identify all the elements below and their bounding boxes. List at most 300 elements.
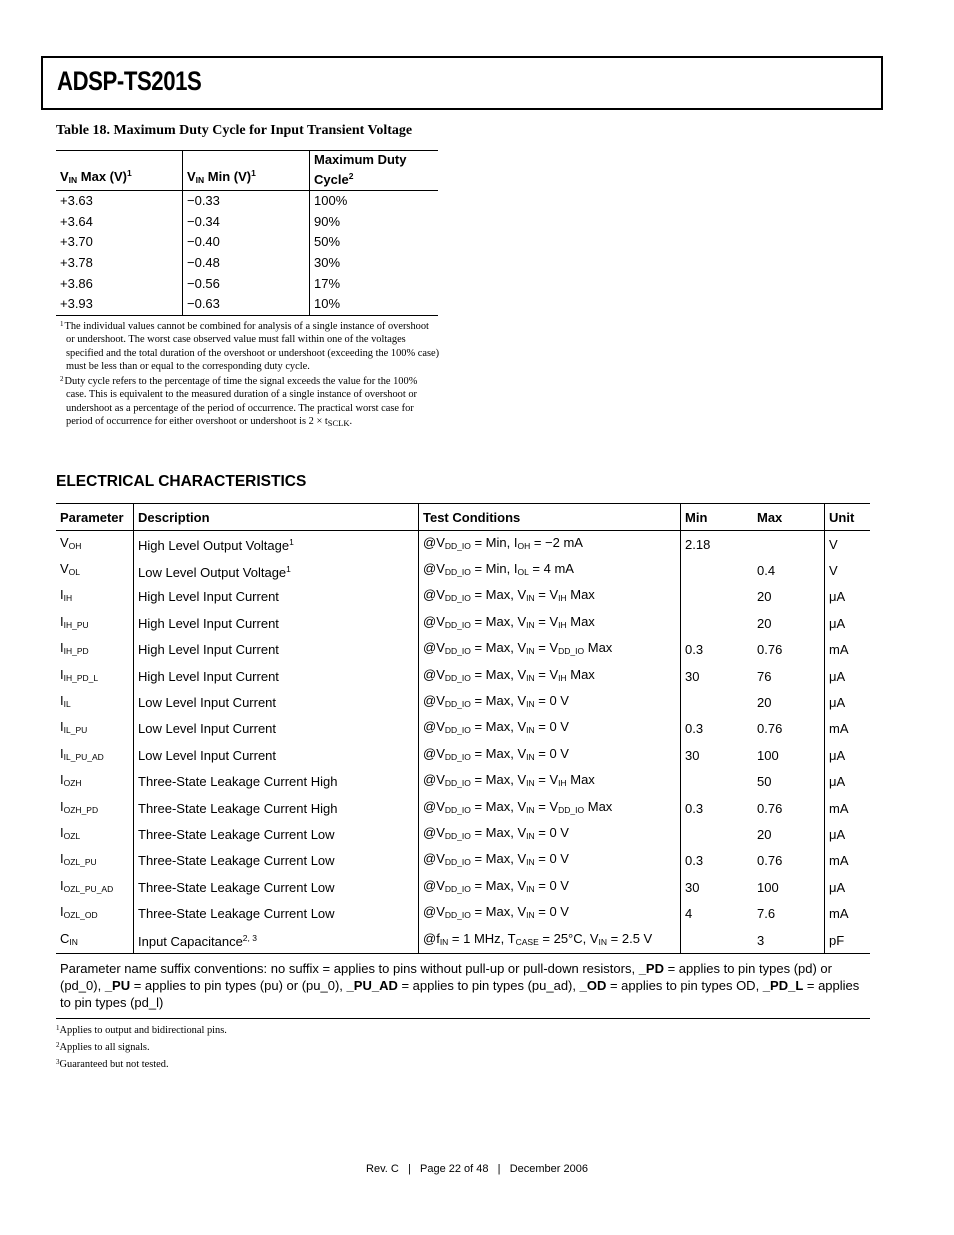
cell-min: 30	[685, 668, 700, 684]
cell-test-conditions	[419, 610, 681, 636]
condition-fragment: = 0 V	[534, 877, 569, 893]
cell-parameter	[56, 927, 134, 954]
cell-max: 100	[753, 874, 825, 900]
footnote: $^1$Applies to output and bidirectional pins.	[56, 1024, 227, 1036]
cell-unit: μA	[829, 879, 846, 895]
cell-min	[681, 610, 754, 636]
cell-test-conditions	[419, 742, 681, 768]
cell-unit: mA	[829, 721, 849, 737]
cell-duty-cycle: 100%	[314, 193, 348, 209]
condition-fragment: @V	[423, 745, 445, 761]
description-text: Three-State Leakage Current High	[138, 800, 338, 816]
condition-fragment: IN	[598, 936, 608, 947]
condition-fragment: @V	[423, 824, 445, 840]
cell-min: 30	[685, 747, 700, 763]
cell-min	[681, 927, 754, 954]
cell-unit: μA	[829, 826, 846, 842]
condition-fragment: @V	[423, 640, 445, 656]
cell-parameter	[56, 742, 134, 768]
cell-max: 20	[753, 610, 825, 636]
cell-min: 4	[685, 906, 693, 922]
cell-duty-cycle: 30%	[314, 255, 341, 271]
condition-fragment: IN	[526, 619, 535, 630]
cell-min: 0.3	[685, 800, 704, 816]
table-row	[56, 212, 438, 233]
cell-description	[134, 769, 419, 795]
header-min: Min	[681, 504, 754, 531]
cell-duty-cycle: 17%	[314, 275, 341, 291]
cell-unit: mA	[829, 800, 849, 816]
cell-unit: μA	[829, 747, 846, 763]
condition-fragment: IN	[526, 804, 535, 815]
table-row	[56, 769, 870, 795]
cell-vin-max: +3.86	[56, 273, 183, 294]
footnote-ref: 1	[286, 563, 291, 574]
cell-max: 0.76	[753, 716, 825, 742]
cell-max: 76	[753, 663, 825, 689]
condition-fragment: = 1 MHz, T	[448, 930, 516, 946]
condition-fragment: DD_IO	[444, 567, 471, 578]
cell-description	[134, 610, 419, 636]
cell-test-conditions	[419, 848, 681, 874]
note-fragment: Parameter name suffix conventions: no suffix = applies to pins without pull-up or pull-down resistors,	[60, 961, 639, 977]
description-text: High Level Input Current	[138, 642, 279, 658]
condition-fragment: DD_IO	[444, 804, 471, 815]
description-text: Three-State Leakage Current Low	[138, 826, 335, 842]
condition-fragment: = 0 V	[534, 851, 569, 867]
condition-fragment: DD_IO	[444, 672, 471, 683]
condition-fragment: DD_IO	[444, 619, 471, 630]
condition-fragment: IN	[526, 593, 535, 604]
description-text: High Level Input Current	[138, 615, 279, 631]
condition-fragment: @V	[423, 798, 445, 814]
cell-parameter	[56, 584, 134, 610]
table-row	[56, 273, 438, 294]
cell-test-conditions	[419, 795, 681, 821]
cell-duty-cycle: 10%	[310, 294, 439, 315]
description-text: Low Level Input Current	[138, 695, 277, 711]
note-fragment: _PD_L	[762, 978, 804, 994]
note-fragment: _OD	[579, 978, 607, 994]
header-description: Description	[134, 504, 419, 531]
condition-fragment: = 0 V	[534, 745, 569, 761]
cell-description	[134, 874, 419, 900]
cell-test-conditions	[419, 716, 681, 742]
header-max-duty: Maximum Duty Cycle$^2$	[310, 151, 439, 191]
condition-fragment: DD_IO	[558, 804, 585, 815]
parameter-symbol: I	[60, 640, 64, 656]
cell-test-conditions	[419, 531, 681, 558]
parameter-symbol: I	[60, 719, 64, 735]
cell-min	[681, 584, 754, 610]
condition-fragment: @V	[423, 587, 445, 603]
cell-min: 0.3	[685, 853, 704, 869]
note-fragment: = applies to pin types OD,	[606, 978, 763, 994]
condition-fragment: = V	[534, 772, 559, 788]
condition-fragment: DD_IO	[444, 883, 471, 894]
condition-fragment: = 25°C, V	[538, 930, 599, 946]
condition-fragment: IH	[558, 593, 567, 604]
table-row	[56, 663, 870, 689]
condition-fragment: DD_IO	[444, 830, 471, 841]
condition-fragment: IN	[526, 910, 535, 921]
condition-fragment: = Min, I	[470, 561, 518, 577]
duty-cycle-table	[56, 150, 438, 316]
cell-unit: mA	[829, 642, 849, 658]
cell-test-conditions	[419, 557, 681, 583]
description-text: High Level Output Voltage	[138, 538, 290, 554]
condition-fragment: = 2.5 V	[607, 930, 653, 946]
note-fragment: = applies to pin types (pd) or (pd_0),	[60, 961, 832, 994]
cell-parameter	[56, 795, 134, 821]
condition-fragment: DD_IO	[444, 540, 471, 551]
condition-fragment: CASE	[515, 936, 539, 947]
condition-fragment: @V	[423, 772, 445, 788]
table-row	[56, 557, 870, 583]
note-fragment: = applies to pin types (pu_ad),	[397, 978, 580, 994]
table-row	[56, 232, 438, 253]
note-fragment: _PU	[104, 978, 131, 994]
cell-min	[681, 557, 754, 583]
cell-vin-min: −0.48	[183, 253, 310, 274]
condition-fragment: @V	[423, 851, 445, 867]
parameter-subscript: OZL_PU_AD	[63, 883, 114, 894]
cell-test-conditions	[419, 900, 681, 926]
cell-unit: μA	[829, 695, 846, 711]
note-fragment: = applies to pin types (pd_l)	[60, 978, 860, 1011]
parameter-subscript: IL	[63, 699, 71, 710]
condition-fragment: @V	[423, 666, 445, 682]
condition-fragment: IH	[558, 778, 567, 789]
parameter-symbol: V	[60, 561, 69, 577]
cell-description	[134, 716, 419, 742]
cell-test-conditions	[419, 769, 681, 795]
parameter-symbol: I	[60, 666, 64, 682]
parameter-symbol: I	[60, 587, 64, 603]
description-text: Three-State Leakage Current Low	[138, 906, 335, 922]
table-row	[56, 253, 438, 274]
cell-parameter	[56, 531, 134, 558]
condition-fragment: = Max, V	[470, 772, 527, 788]
parameter-subscript: OZH	[63, 778, 82, 789]
page-title: ADSP-TS201S	[57, 66, 202, 96]
table-row	[56, 584, 870, 610]
cell-test-conditions	[419, 584, 681, 610]
description-text: High Level Input Current	[138, 589, 279, 605]
header-test-conditions: Test Conditions	[419, 504, 681, 531]
parameter-subscript: IH	[63, 593, 73, 604]
page-footer: Rev. C | Page 22 of 48 | December 2006	[366, 1163, 588, 1175]
parameter-subscript: IH_PD	[63, 646, 89, 657]
electrical-notes	[56, 1021, 227, 1073]
cell-description	[134, 742, 419, 768]
condition-fragment: IH	[558, 672, 567, 683]
cell-parameter	[56, 716, 134, 742]
note-fragment: _PD	[638, 961, 664, 977]
parameter-symbol: V	[60, 534, 69, 550]
condition-fragment: = 0 V	[534, 904, 569, 920]
note-fragment: = applies to pin types (pu) or (pu_0),	[130, 978, 347, 994]
parameter-subscript: OZH_PD	[63, 804, 99, 815]
table-row	[56, 637, 870, 663]
cell-max: 0.76	[753, 795, 825, 821]
condition-fragment: = V	[534, 587, 559, 603]
cell-vin-min: −0.63	[183, 294, 310, 315]
header-parameter: Parameter	[56, 504, 134, 531]
parameter-symbol: I	[60, 851, 64, 867]
condition-fragment: = −2 mA	[530, 534, 583, 550]
cell-test-conditions	[419, 637, 681, 663]
condition-fragment: @V	[423, 904, 445, 920]
table-row	[56, 900, 870, 926]
suffix-note	[56, 954, 870, 1019]
condition-fragment: = Max, V	[470, 877, 527, 893]
condition-fragment: DD_IO	[444, 778, 471, 789]
condition-fragment: = 0 V	[534, 824, 569, 840]
cell-max: 0.76	[753, 848, 825, 874]
cell-description	[134, 531, 419, 558]
parameter-symbol: I	[60, 745, 64, 761]
cell-unit: pF	[825, 927, 871, 954]
cell-vin-min: −0.33	[183, 191, 310, 212]
cell-test-conditions	[419, 689, 681, 715]
cell-min: 0.3	[685, 721, 704, 737]
description-text: Low Level Input Current	[138, 721, 277, 737]
condition-fragment: = V	[534, 613, 559, 629]
cell-parameter	[56, 821, 134, 847]
condition-fragment: Max	[566, 772, 595, 788]
cell-max: 0.76	[753, 637, 825, 663]
condition-fragment: IN	[526, 672, 535, 683]
condition-fragment: Max	[566, 613, 595, 629]
condition-fragment: DD_IO	[558, 646, 585, 657]
header-max: Max	[753, 504, 825, 531]
cell-duty-cycle: 90%	[314, 213, 341, 229]
condition-fragment: DD_IO	[444, 857, 471, 868]
condition-fragment: = 0 V	[534, 719, 569, 735]
parameter-subscript: OH	[68, 540, 82, 551]
header-vin-min: $V_{IN}$ Min $(V)^1$	[183, 151, 310, 191]
condition-fragment: Max	[584, 798, 613, 814]
condition-fragment: = Max, V	[470, 904, 527, 920]
footnote: $^1$The individual values cannot be combined for analysis of a single instance of overshoot or undershoot. The worst case observed value must fall within one of the voltages specified and the total duration of the overshoot or undershoot (exceeding the 100% case) must be less than or equal to the corresponding duty cycle.	[60, 320, 440, 372]
description-text: Low Level Input Current	[138, 747, 277, 763]
cell-min	[681, 689, 754, 715]
table-row	[56, 610, 870, 636]
cell-parameter	[56, 689, 134, 715]
condition-fragment: OL	[517, 567, 529, 578]
condition-fragment: IN	[526, 751, 535, 762]
condition-fragment: Max	[566, 587, 595, 603]
cell-unit: μA	[829, 615, 846, 631]
table-row	[56, 821, 870, 847]
cell-parameter	[56, 610, 134, 636]
footnote-ref: 1	[289, 537, 294, 548]
condition-fragment: @V	[423, 693, 445, 709]
parameter-subscript: IH_PD_L	[63, 672, 99, 683]
parameter-symbol: C	[60, 930, 70, 946]
parameter-subscript: OL	[68, 567, 81, 578]
cell-test-conditions	[419, 821, 681, 847]
table-row	[56, 848, 870, 874]
condition-fragment: DD_IO	[444, 699, 471, 710]
header-unit: Unit	[825, 504, 871, 531]
cell-min	[681, 769, 754, 795]
cell-max: 20	[753, 584, 825, 610]
condition-fragment: = Min, I	[470, 534, 518, 550]
cell-max: 0.4	[753, 557, 825, 583]
table-row	[56, 689, 870, 715]
footnote: $^3$Guaranteed but not tested.	[56, 1058, 169, 1071]
table-row	[56, 795, 870, 821]
cell-description	[134, 637, 419, 663]
parameter-subscript: IN	[69, 936, 78, 947]
parameter-subscript: IH_PU	[63, 619, 89, 630]
condition-fragment: = Max, V	[470, 587, 527, 603]
cell-parameter	[56, 769, 134, 795]
cell-min	[681, 821, 754, 847]
cell-parameter	[56, 900, 134, 926]
parameter-symbol: I	[60, 772, 64, 788]
condition-fragment: DD_IO	[444, 910, 471, 921]
cell-max: 20	[753, 821, 825, 847]
condition-fragment: @V	[423, 613, 445, 629]
condition-fragment: = Max, V	[470, 613, 527, 629]
cell-min: 0.3	[685, 642, 704, 658]
cell-unit: μA	[829, 668, 846, 684]
table18-notes	[56, 318, 440, 430]
parameter-subscript: OZL_PU	[63, 857, 97, 868]
cell-vin-min: −0.40	[183, 232, 310, 253]
cell-unit: mA	[829, 853, 849, 869]
condition-fragment: = Max, V	[470, 693, 527, 709]
cell-duty-cycle: 50%	[314, 234, 341, 250]
cell-unit: V	[829, 563, 838, 579]
cell-unit: μA	[829, 589, 846, 605]
parameter-symbol: I	[60, 693, 64, 709]
header-box	[41, 56, 883, 110]
cell-unit: μA	[829, 774, 846, 790]
condition-fragment: @f	[423, 930, 440, 946]
cell-vin-min: −0.56	[183, 273, 310, 294]
table-row	[56, 294, 438, 315]
cell-max: 20	[753, 689, 825, 715]
condition-fragment: IN	[526, 699, 535, 710]
condition-fragment: IN	[526, 883, 535, 894]
condition-fragment: @V	[423, 534, 445, 550]
cell-parameter	[56, 663, 134, 689]
table-row	[56, 716, 870, 742]
condition-fragment: IN	[439, 936, 449, 947]
cell-description	[134, 848, 419, 874]
condition-fragment: OH	[517, 540, 531, 551]
cell-description	[134, 663, 419, 689]
cell-vin-max: +3.78	[56, 253, 183, 274]
parameter-subscript: IL_PU_AD	[63, 751, 104, 762]
cell-description	[134, 821, 419, 847]
condition-fragment: @V	[423, 561, 445, 577]
condition-fragment: IH	[558, 619, 567, 630]
condition-fragment: IN	[526, 830, 535, 841]
parameter-subscript: OZL_OD	[63, 910, 98, 921]
condition-fragment: = Max, V	[470, 798, 527, 814]
table-row	[56, 927, 870, 954]
note-fragment: _PU_AD	[346, 978, 398, 994]
cell-description	[134, 900, 419, 926]
cell-min: 2.18	[685, 536, 711, 552]
condition-fragment: = Max, V	[470, 640, 527, 656]
table-row	[56, 191, 438, 212]
parameter-symbol: I	[60, 798, 64, 814]
footnote: $^2$Duty cycle refers to the percentage of time the signal exceeds the value for the 100% case. This is equivalent to the measured duration of a single instance of overshoot or undershoot as a percentage of the period of occurrence. The practical worst case for period of occurrence for either overshoot or undershoot is $2 \times t_{SCLK}$.	[60, 375, 418, 429]
cell-vin-min: −0.34	[183, 212, 310, 233]
condition-fragment: @V	[423, 877, 445, 893]
table18-title: Table 18. Maximum Duty Cycle for Input Transient Voltage	[56, 123, 413, 138]
cell-parameter	[56, 637, 134, 663]
cell-test-conditions	[419, 927, 681, 954]
parameter-subscript: OZL	[63, 830, 81, 841]
cell-parameter	[56, 848, 134, 874]
cell-max: 7.6	[753, 900, 825, 926]
condition-fragment: = Max, V	[470, 719, 527, 735]
description-text: Three-State Leakage Current High	[138, 774, 338, 790]
cell-vin-max: +3.64	[56, 212, 183, 233]
description-text: Input Capacitance	[138, 934, 243, 950]
parameter-symbol: I	[60, 877, 64, 893]
cell-max: 100	[753, 742, 825, 768]
suffix-note-row	[56, 954, 870, 1019]
cell-parameter	[56, 557, 134, 583]
condition-fragment: = Max, V	[470, 666, 527, 682]
condition-fragment: IN	[526, 857, 535, 868]
table-row	[56, 742, 870, 768]
condition-fragment: @V	[423, 719, 445, 735]
parameter-symbol: I	[60, 824, 64, 840]
condition-fragment: = 0 V	[534, 693, 569, 709]
cell-max: 3	[753, 927, 825, 954]
cell-description	[134, 927, 419, 954]
condition-fragment: IN	[526, 646, 535, 657]
parameter-symbol: I	[60, 613, 64, 629]
footnote-ref: 2, 3	[242, 933, 257, 944]
cell-description	[134, 557, 419, 583]
condition-fragment: IN	[526, 725, 535, 736]
parameter-symbol: I	[60, 904, 64, 920]
condition-fragment: IN	[526, 778, 535, 789]
condition-fragment: DD_IO	[444, 646, 471, 657]
cell-vin-max: +3.93	[56, 294, 183, 315]
section-heading: ELECTRICAL CHARACTERISTICS	[56, 473, 307, 490]
condition-fragment: = Max, V	[470, 824, 527, 840]
condition-fragment: = Max, V	[470, 851, 527, 867]
parameter-subscript: IL_PU	[63, 725, 88, 736]
description-text: High Level Input Current	[138, 668, 279, 684]
footnote: $^2$Applies to all signals.	[56, 1041, 150, 1054]
description-text: Three-State Leakage Current Low	[138, 853, 335, 869]
description-text: Three-State Leakage Current Low	[138, 879, 335, 895]
condition-fragment: = V	[534, 798, 559, 814]
header-vin-max: $V_{IN}$ Max $(V)^1$	[56, 151, 183, 191]
condition-fragment: Max	[566, 666, 595, 682]
condition-fragment: DD_IO	[444, 751, 471, 762]
cell-description	[134, 689, 419, 715]
cell-parameter	[56, 874, 134, 900]
condition-fragment: = V	[534, 666, 559, 682]
description-text: Low Level Output Voltage	[138, 564, 287, 580]
cell-unit: V	[829, 536, 838, 552]
electrical-characteristics-table	[56, 503, 870, 1019]
cell-unit: mA	[829, 906, 849, 922]
